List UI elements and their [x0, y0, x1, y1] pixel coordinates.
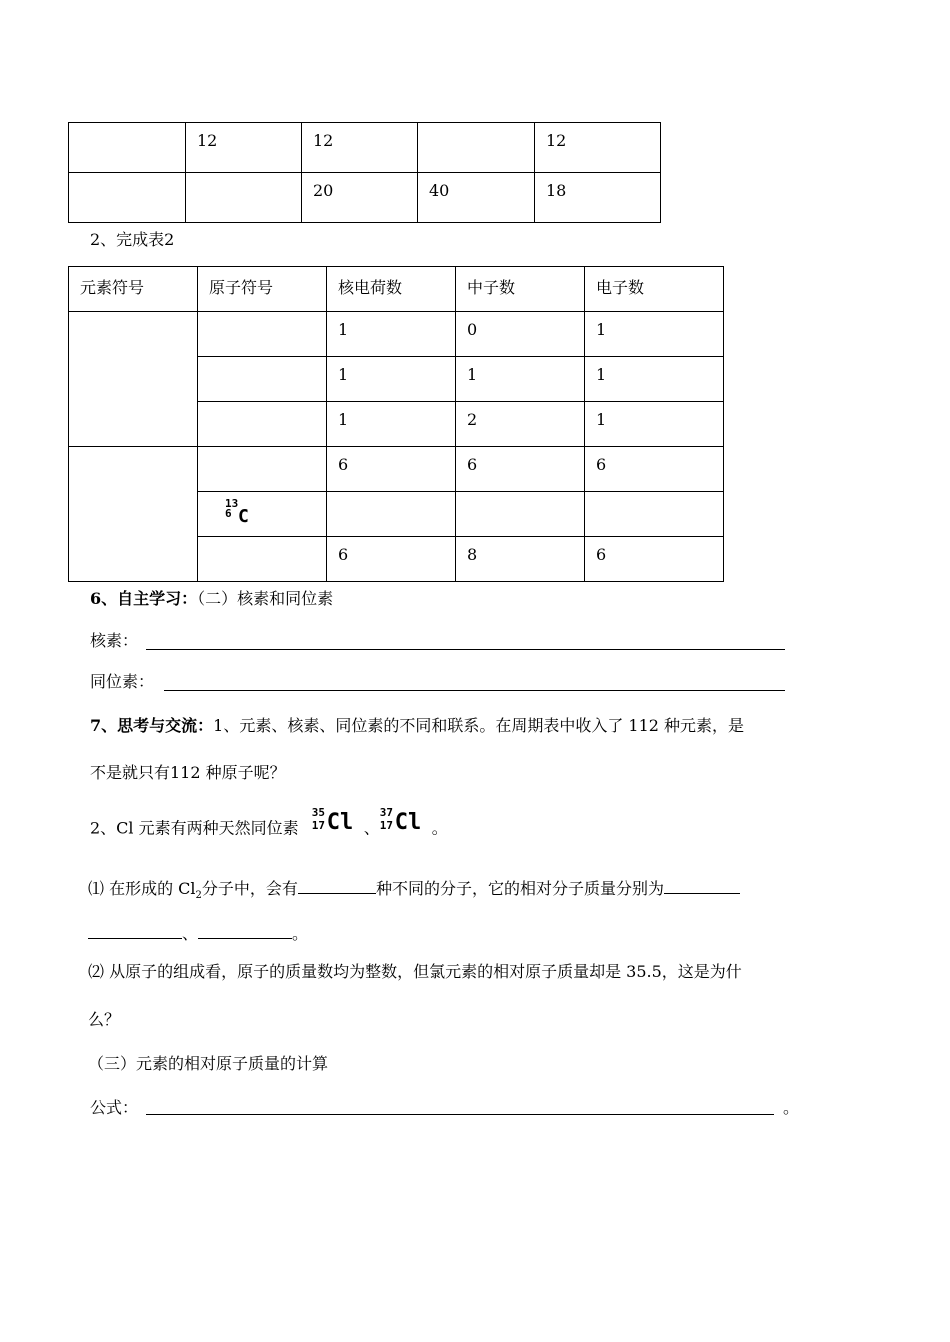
table-row: [69, 312, 724, 357]
table-cell: [585, 492, 723, 500]
nuclide-answer-line: [146, 649, 785, 650]
column-header: 原子符号: [209, 278, 274, 297]
chlorine-isotopes-line: 2、Cl 元素有两种天然同位素 35 17 Cl 、 37 17 Cl 。: [90, 806, 448, 838]
section-6-heading: 6、自主学习：（二）核素和同位素: [90, 589, 334, 608]
question-2-line-2: 么？: [88, 1010, 121, 1029]
molecule-count-blank[interactable]: [298, 879, 376, 894]
element-symbol-cell: [69, 447, 198, 582]
table-cell: [198, 537, 326, 545]
table-cell: 12: [546, 131, 567, 150]
table-cell: 1: [338, 320, 349, 339]
table-cell: 0: [467, 320, 478, 339]
table-cell: 1: [596, 365, 607, 384]
isotope-answer-line: [164, 690, 785, 691]
table-cell: [69, 123, 185, 131]
table-cell: [456, 492, 584, 500]
formula-end: 。: [783, 1098, 800, 1117]
table-cell: [186, 173, 301, 181]
element-symbol-cell: [69, 312, 198, 447]
question-2-line-1: ⑵ 从原子的组成看，原子的质量数均为整数，但氯元素的相对原子质量却是 35.5，这是为什: [88, 962, 742, 981]
carbon-13-symbol: 13 6 C: [225, 497, 249, 527]
table-cell: 6: [338, 455, 349, 474]
table-cell: [418, 123, 534, 131]
column-header: 电子数: [596, 278, 645, 297]
table-cell: 2: [467, 410, 478, 429]
nuclide-label: 核素：: [90, 631, 139, 650]
formula-line: 公式：: [90, 1098, 139, 1117]
table-cell: 18: [546, 181, 567, 200]
table-header-row: [69, 267, 724, 312]
table-cell: [69, 173, 185, 181]
table-row: [69, 447, 724, 492]
section-3-title: （三）元素的相对原子质量的计算: [88, 1054, 329, 1073]
isotope-label: 同位素：: [90, 672, 155, 691]
chlorine-35-symbol: 35 17 Cl: [311, 806, 354, 835]
table-2: [68, 266, 724, 582]
table-cell: 6: [596, 455, 607, 474]
table-cell: [198, 312, 326, 320]
table-cell: 1: [338, 410, 349, 429]
table-cell: 8: [467, 545, 478, 564]
mass-blank-3[interactable]: [198, 924, 292, 939]
section-7-line-2: 不是就只有112 种原子呢？: [90, 763, 286, 782]
column-header: 核电荷数: [338, 278, 403, 297]
table2-heading: 2、完成表2: [90, 230, 175, 249]
column-header: 元素符号: [80, 278, 145, 297]
table-cell: 6: [338, 545, 349, 564]
column-header: 中子数: [467, 278, 516, 297]
mass-blank-2[interactable]: [88, 924, 182, 939]
table-cell: [198, 357, 326, 365]
table-row: [69, 123, 661, 173]
table-cell: 1: [596, 320, 607, 339]
table-cell: [198, 402, 326, 410]
table-cell: 20: [313, 181, 334, 200]
table-cell: 12: [197, 131, 218, 150]
question-1-line-2: 、 。: [88, 924, 308, 942]
table-cell: 1: [596, 410, 607, 429]
question-1-line-1: ⑴ 在形成的 $Cl_2$分子中，会有 种不同的分子，它的相对分子质量分别为: [88, 879, 740, 897]
mass-blank-1[interactable]: [664, 879, 740, 894]
formula-answer-line: [146, 1114, 774, 1115]
table-row: [69, 173, 661, 223]
table-cell: [198, 447, 326, 455]
table-cell: 1: [467, 365, 478, 384]
table-cell: 1: [338, 365, 349, 384]
table-cell: 6: [596, 545, 607, 564]
chlorine-37-symbol: 37 17 Cl: [379, 806, 422, 835]
table-cell: 12: [313, 131, 334, 150]
section-7-line-1: 7、思考与交流：1、元素、核素、同位素的不同和联系。在周期表中收入了 112 种元素，是: [90, 716, 745, 735]
table-cell: 40: [429, 181, 450, 200]
table-cell: 6: [467, 455, 478, 474]
table-1: [68, 122, 661, 223]
table-cell: [327, 492, 455, 500]
